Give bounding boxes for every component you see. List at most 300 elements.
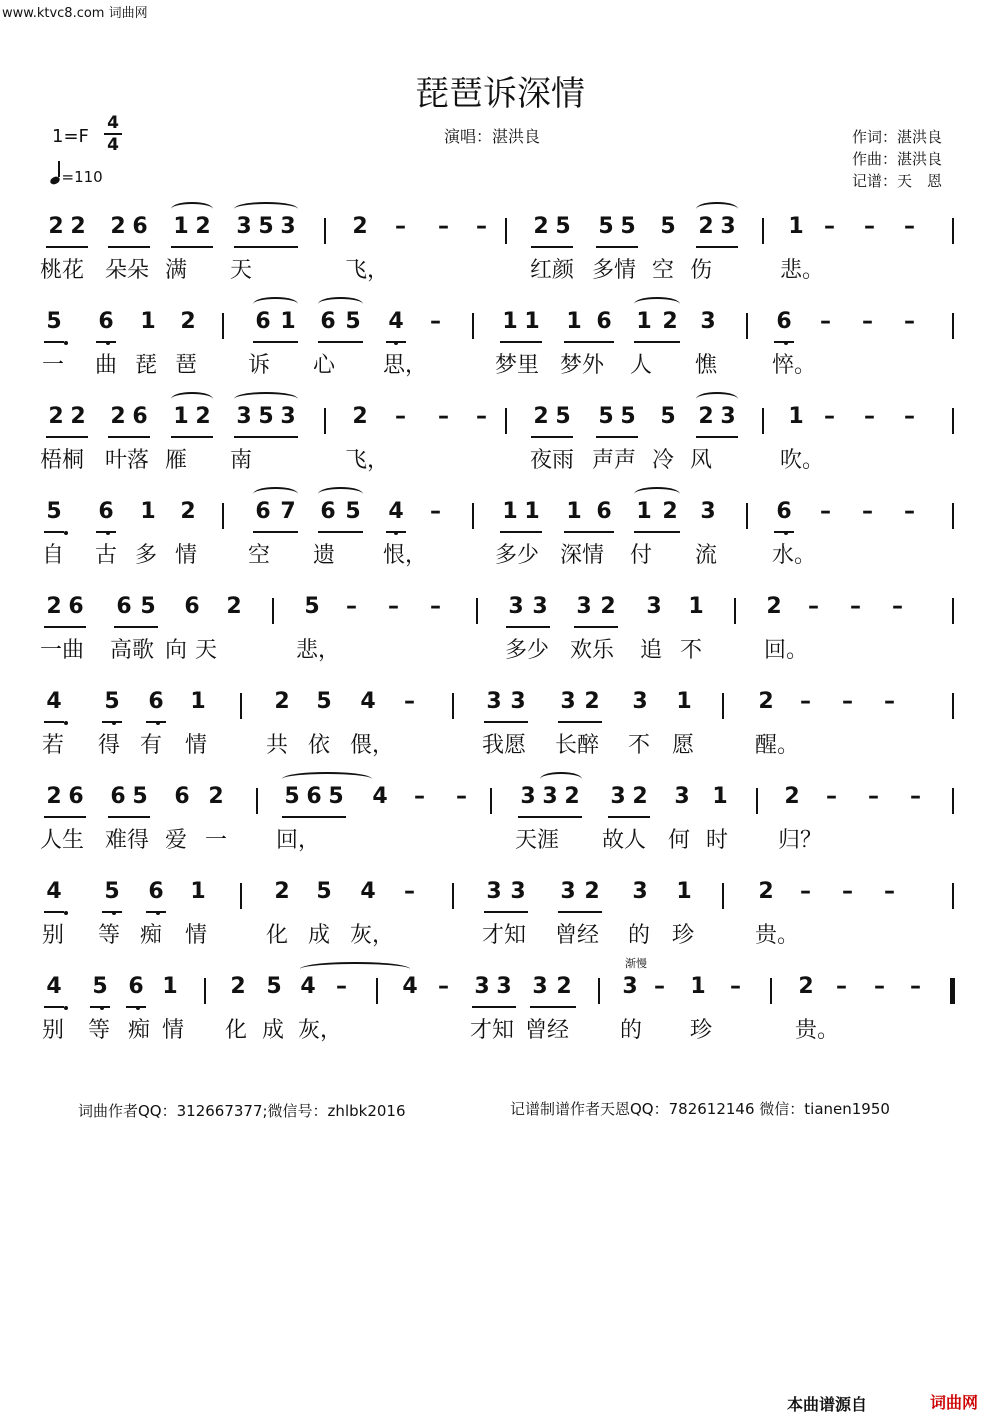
note: 5 [284, 784, 300, 809]
lyric: 叶落 [105, 448, 150, 473]
lyric: 化 [266, 923, 289, 948]
lyric: 人生 [40, 828, 85, 853]
lyric: 等 [88, 1018, 111, 1043]
lyric: 别 [42, 1018, 65, 1043]
lyric: 诉 [248, 353, 271, 378]
note: 3 [700, 499, 716, 524]
octave-dot [64, 721, 68, 725]
underline [564, 341, 614, 343]
slur [253, 297, 298, 311]
note: 2 [758, 689, 774, 714]
lyric: 多少 [495, 543, 540, 568]
note: 2 [230, 974, 246, 999]
note: 2 [48, 404, 64, 429]
note: 2 [195, 404, 211, 429]
hold-dash: – [388, 594, 399, 619]
lyric: 不 [680, 638, 703, 663]
note: 6 [68, 594, 84, 619]
lyric: 夜雨 [530, 448, 575, 473]
lyric: 天 [230, 258, 253, 283]
bar-line [952, 218, 954, 244]
note: 2 [110, 404, 126, 429]
lyric: 天涯 [515, 828, 560, 853]
note: 2 [195, 214, 211, 239]
lyric: 追 [640, 638, 663, 663]
note: 2 [584, 879, 600, 904]
hold-dash: – [430, 499, 441, 524]
note: 1 [502, 499, 518, 524]
slur [634, 297, 680, 311]
slur [696, 202, 738, 216]
octave-dot [106, 531, 110, 535]
underline [108, 436, 150, 438]
note: 1 [140, 309, 156, 334]
note: 3 [474, 974, 490, 999]
score-line [0, 588, 1000, 683]
lyric: 遗 [313, 543, 336, 568]
tempo-marking: 渐慢 [625, 957, 647, 970]
hold-dash: – [430, 594, 441, 619]
underline [318, 341, 363, 343]
hold-dash: – [820, 309, 831, 334]
note: 2 [110, 214, 126, 239]
lyric: 成 [308, 923, 331, 948]
hold-dash: – [438, 974, 449, 999]
underline [318, 531, 363, 533]
lyric: 一 [42, 353, 65, 378]
lyric: 回。 [764, 638, 809, 663]
note: 6 [255, 309, 271, 334]
hold-dash: – [476, 214, 487, 239]
underline [253, 531, 298, 533]
note: 6 [776, 499, 792, 524]
time-sig-top: 4 [107, 113, 119, 133]
note: 2 [70, 404, 86, 429]
underline [484, 911, 528, 913]
note: 2 [180, 499, 196, 524]
hold-dash: – [850, 594, 861, 619]
bar-line [952, 408, 954, 434]
source-label: 本曲谱源自 [787, 1395, 868, 1414]
underline [472, 1006, 516, 1008]
lyric: 贵。 [755, 923, 800, 948]
hold-dash: – [884, 879, 895, 904]
note: 1 [636, 309, 652, 334]
score-line [0, 778, 1000, 873]
tempo-mark [50, 166, 103, 186]
note: 6 [98, 309, 114, 334]
note: 1 [688, 594, 704, 619]
note: 6 [596, 309, 612, 334]
key-signature: 1=F [52, 126, 89, 147]
note: 1 [524, 499, 540, 524]
note: 3 [674, 784, 690, 809]
lyric: 曲 [95, 353, 118, 378]
note: 2 [662, 499, 678, 524]
note: 4 [300, 974, 316, 999]
lyric: 多少 [505, 638, 550, 663]
footer-right: 记谱制谱作者天恩QQ：782612146 微信：tianen1950 [510, 1100, 890, 1118]
note: 1 [524, 309, 540, 334]
notes-line [0, 873, 1000, 915]
note: 5 [104, 689, 120, 714]
octave-dot [112, 911, 116, 915]
lyric: 等 [98, 923, 121, 948]
lyric: 成 [262, 1018, 285, 1043]
lyric: 自 [42, 543, 65, 568]
note: 3 [510, 689, 526, 714]
lyric: 愿 [672, 733, 695, 758]
note: 2 [758, 879, 774, 904]
bar-line [952, 598, 954, 624]
bar-line [324, 218, 326, 244]
octave-dot [394, 341, 398, 345]
slur [634, 487, 680, 501]
time-signature [102, 113, 124, 155]
lyric: 得 [98, 733, 121, 758]
slur [282, 772, 372, 786]
underline [540, 816, 580, 818]
score-line [0, 208, 1000, 303]
underline [282, 816, 346, 818]
hold-dash: – [842, 689, 853, 714]
bar-line [452, 883, 454, 909]
underline [108, 816, 150, 818]
note: 1 [676, 689, 692, 714]
transcriber-credit: 记谱：天 恩 [852, 172, 943, 190]
note: 4 [388, 499, 404, 524]
note: 2 [274, 879, 290, 904]
slur [300, 962, 410, 976]
note: 6 [255, 499, 271, 524]
note: 3 [632, 879, 648, 904]
note: 1 [140, 499, 156, 524]
note: 3 [496, 974, 512, 999]
lyric: 悴。 [772, 353, 817, 378]
note: 6 [128, 974, 144, 999]
octave-dot [156, 721, 160, 725]
lyric: 长醉 [555, 733, 600, 758]
lyric: 朵朵 [105, 258, 150, 283]
lyric: 灰， [350, 923, 395, 948]
lyric: 空 [248, 543, 271, 568]
lyric: 何 [668, 828, 691, 853]
note: 3 [576, 594, 592, 619]
note: 4 [402, 974, 418, 999]
bar-line [376, 978, 378, 1004]
underline [46, 436, 88, 438]
underline [558, 721, 602, 723]
song-title: 琵琶诉深情 [415, 74, 585, 114]
lyric: 痴 [140, 923, 163, 948]
note: 4 [46, 689, 62, 714]
slur [253, 487, 298, 501]
slur [171, 202, 213, 216]
lyric: 时 [706, 828, 729, 853]
lyric: 古 [95, 543, 118, 568]
slur [234, 202, 298, 216]
watermark: www.ktvc8.com 词曲网 [2, 6, 148, 21]
lyric: 回， [276, 828, 321, 853]
note: 6 [132, 214, 148, 239]
score-line [0, 493, 1000, 588]
note: 5 [304, 594, 320, 619]
note: 2 [662, 309, 678, 334]
note: 3 [486, 689, 502, 714]
bar-line [240, 883, 242, 909]
lyric: 悲， [296, 638, 341, 663]
lyric: 若 [42, 733, 65, 758]
note: 1 [712, 784, 728, 809]
bar-line [222, 313, 224, 339]
note: 2 [274, 689, 290, 714]
hold-dash: – [864, 214, 875, 239]
note: 2 [798, 974, 814, 999]
note: 5 [598, 214, 614, 239]
note: 6 [184, 594, 200, 619]
underline [531, 436, 573, 438]
notes-line [0, 208, 1000, 250]
note: 3 [622, 974, 638, 999]
underline [596, 436, 638, 438]
hold-dash: – [336, 974, 347, 999]
octave-dot [156, 911, 160, 915]
note: 6 [116, 594, 132, 619]
slur [540, 772, 582, 786]
note: 2 [533, 214, 549, 239]
note: 5 [345, 309, 361, 334]
bar-line [770, 978, 772, 1004]
lyric: 情 [185, 923, 208, 948]
lyric: 伤 [690, 258, 713, 283]
note: 2 [600, 594, 616, 619]
octave-dot [100, 1006, 104, 1010]
note: 5 [92, 974, 108, 999]
note: 3 [532, 974, 548, 999]
note: 2 [584, 689, 600, 714]
lyric: 梧桐 [40, 448, 85, 473]
hold-dash: – [404, 689, 415, 714]
lyric: 雁 [165, 448, 188, 473]
note: 3 [560, 879, 576, 904]
lyric: 化 [225, 1018, 248, 1043]
note: 2 [766, 594, 782, 619]
lyric: 天 [195, 638, 218, 663]
lyric: 流 [695, 543, 718, 568]
note: 1 [636, 499, 652, 524]
bar-line [756, 788, 758, 814]
underline [500, 531, 542, 533]
note: 2 [784, 784, 800, 809]
hold-dash: – [438, 404, 449, 429]
note: 3 [520, 784, 536, 809]
lyricist-credit: 作词：湛洪良 [852, 128, 943, 146]
lyric: 依 [308, 733, 331, 758]
note: 1 [502, 309, 518, 334]
slur [234, 392, 298, 406]
bar-line [746, 313, 748, 339]
lyric: 憔 [695, 353, 718, 378]
underline [500, 341, 542, 343]
note-stem [58, 161, 60, 177]
note: 1 [173, 404, 189, 429]
notes-line [0, 588, 1000, 630]
time-sig-bottom: 4 [107, 135, 119, 155]
bar-line [222, 503, 224, 529]
bar-line [722, 883, 724, 909]
lyric: 向 [165, 638, 188, 663]
hold-dash: – [826, 784, 837, 809]
underline [108, 246, 150, 248]
note: 5 [620, 214, 636, 239]
note: 3 [632, 689, 648, 714]
note: 5 [316, 689, 332, 714]
lyric: 我愿 [482, 733, 527, 758]
bar-line [476, 598, 478, 624]
note: 1 [280, 309, 296, 334]
note: 5 [140, 594, 156, 619]
octave-dot [784, 531, 788, 535]
underline [44, 531, 64, 533]
lyric: 冷 [652, 448, 675, 473]
lyric: 痴 [128, 1018, 151, 1043]
lyric: 一曲 [40, 638, 85, 663]
note: 3 [280, 404, 296, 429]
note: 3 [720, 404, 736, 429]
lyric: 贵。 [795, 1018, 840, 1043]
underline [171, 436, 213, 438]
note: 4 [46, 879, 62, 904]
final-bar-line [950, 978, 955, 1004]
octave-dot [64, 341, 68, 345]
lyric: 飞， [345, 448, 390, 473]
note: 5 [555, 404, 571, 429]
lyric: 南 [230, 448, 253, 473]
lyric: 欢乐 [570, 638, 615, 663]
notes-line [0, 303, 1000, 345]
note: 5 [660, 214, 676, 239]
lyric: 付 [630, 543, 653, 568]
note: 2 [556, 974, 572, 999]
lyric: 珍 [690, 1018, 713, 1043]
underline [574, 626, 618, 628]
hold-dash: – [800, 689, 811, 714]
note: 2 [564, 784, 580, 809]
lyric: 桃花 [40, 258, 85, 283]
note: 1 [162, 974, 178, 999]
underline [44, 721, 64, 723]
note: 6 [174, 784, 190, 809]
note: 5 [132, 784, 148, 809]
hold-dash: – [414, 784, 425, 809]
hold-dash: – [404, 879, 415, 904]
lyric: 灰， [298, 1018, 343, 1043]
lyric: 曾经 [525, 1018, 570, 1043]
notes-line [0, 968, 1000, 1010]
note: 4 [46, 974, 62, 999]
bar-line [472, 503, 474, 529]
note: 2 [208, 784, 224, 809]
lyric: 思， [383, 353, 428, 378]
note: 5 [46, 309, 62, 334]
notes-line [0, 398, 1000, 440]
hold-dash: – [824, 404, 835, 429]
underline [484, 721, 528, 723]
note: 3 [532, 594, 548, 619]
lyric: 难得 [105, 828, 150, 853]
lyric: 共 [266, 733, 289, 758]
note: 2 [698, 214, 714, 239]
hold-dash: – [904, 309, 915, 334]
note: 6 [306, 784, 322, 809]
note: 3 [542, 784, 558, 809]
lyric: 高歌 [110, 638, 155, 663]
note: 2 [632, 784, 648, 809]
note: 6 [320, 309, 336, 334]
octave-dot [784, 341, 788, 345]
underline [596, 246, 638, 248]
octave-dot [64, 911, 68, 915]
score-line [0, 398, 1000, 493]
note: 6 [596, 499, 612, 524]
note: 1 [190, 879, 206, 904]
note: 2 [352, 214, 368, 239]
note: 5 [598, 404, 614, 429]
lyric: 的 [628, 923, 651, 948]
bar-line [734, 598, 736, 624]
note: 1 [566, 499, 582, 524]
bar-line [952, 693, 954, 719]
underline [44, 626, 86, 628]
lyric: 的 [620, 1018, 643, 1043]
lyric: 爱 [165, 828, 188, 853]
note: 3 [510, 879, 526, 904]
lyric: 珍 [672, 923, 695, 948]
note: 4 [372, 784, 388, 809]
underline [44, 911, 64, 913]
slur [171, 392, 213, 406]
note: 5 [266, 974, 282, 999]
note: 3 [236, 214, 252, 239]
hold-dash: – [910, 784, 921, 809]
lyric: 飞， [345, 258, 390, 283]
note: 2 [226, 594, 242, 619]
hold-dash: – [868, 784, 879, 809]
note: 5 [328, 784, 344, 809]
underline [608, 816, 650, 818]
note: 2 [352, 404, 368, 429]
note: 5 [620, 404, 636, 429]
lyric: 曾经 [555, 923, 600, 948]
underline [634, 341, 680, 343]
singer-credit: 演唱：湛洪良 [444, 127, 541, 146]
note: 1 [690, 974, 706, 999]
hold-dash: – [395, 214, 406, 239]
note: 2 [48, 214, 64, 239]
note: 1 [676, 879, 692, 904]
score-line [0, 683, 1000, 778]
note: 6 [98, 499, 114, 524]
hold-dash: – [864, 404, 875, 429]
lyric: 有 [140, 733, 163, 758]
hold-dash: – [346, 594, 357, 619]
hold-dash: – [836, 974, 847, 999]
bar-line [762, 408, 764, 434]
hold-dash: – [820, 499, 831, 524]
lyric: 情 [175, 543, 198, 568]
note: 5 [555, 214, 571, 239]
octave-dot [64, 1006, 68, 1010]
